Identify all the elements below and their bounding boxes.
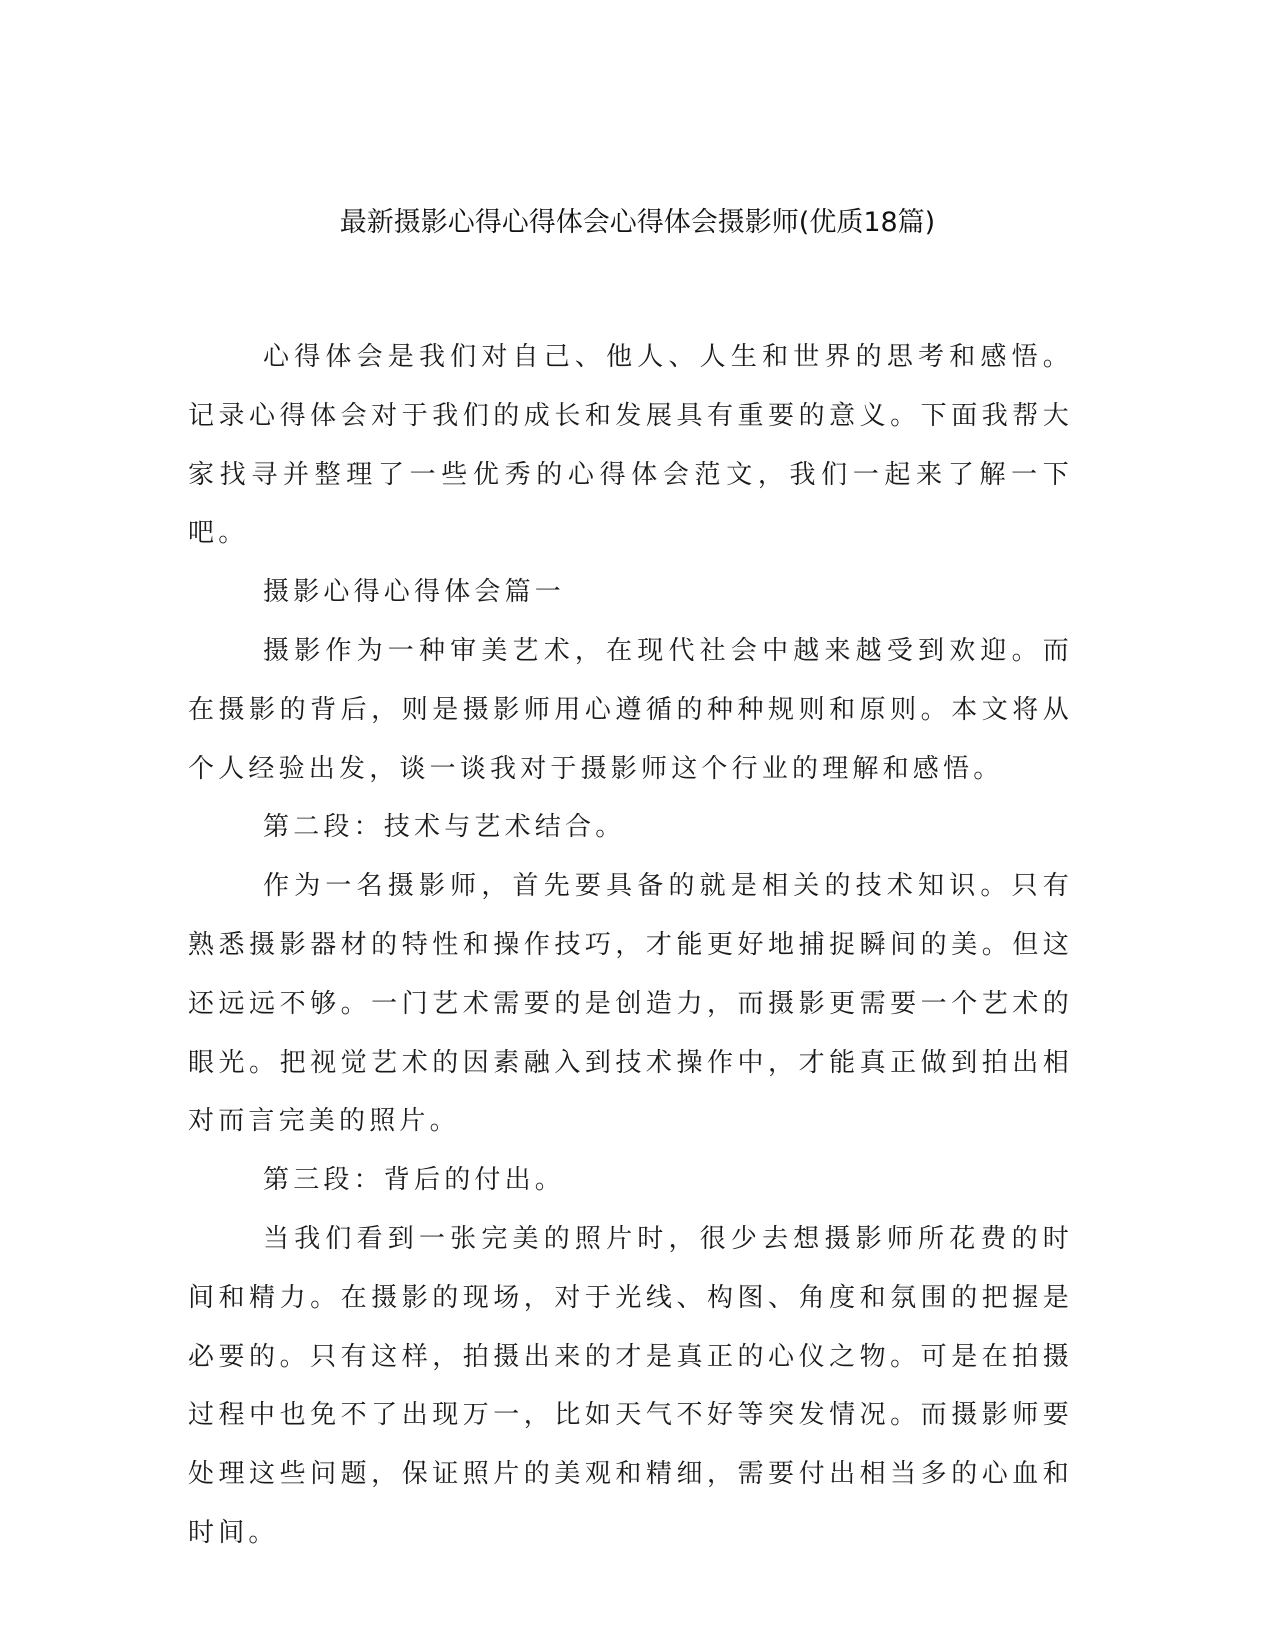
document-title: 最新摄影心得心得体会心得体会摄影师(优质18篇) xyxy=(339,207,936,238)
section-heading-part-one: 摄影心得心得体会篇一 xyxy=(263,577,566,608)
document-body xyxy=(188,328,1073,1563)
section-heading-third: 第三段：背后的付出。 xyxy=(263,1165,566,1196)
paragraph-third: 当我们看到一张完美的照片时，很少去想摄影师所花费的时间和精力。在摄影的现场，对于光线、构图、角度和氛围的把握是必要的。只有这样，拍摄出来的才是真正的心仪之物。可是在拍摄过程中也免不了出现万一，比如天气不好等突发情况。而摄影师要处理这些问题，保证照片的美观和精细，需要付出相当多的心血和时间。 xyxy=(188,1223,1073,1548)
section-heading-second: 第二段：技术与艺术结合。 xyxy=(263,812,626,843)
paragraph-intro: 心得体会是我们对自己、他人、人生和世界的思考和感悟。记录心得体会对于我们的成长和发展具有重要的意义。下面我帮大家找寻并整理了一些优秀的心得体会范文，我们一起来了解一下吧。 xyxy=(188,342,1073,549)
paragraph-part-one: 摄影作为一种审美艺术，在现代社会中越来越受到欢迎。而在摄影的背后，则是摄影师用心遵循的种种规则和原则。本文将从个人经验出发，谈一谈我对于摄影师这个行业的理解和感悟。 xyxy=(188,635,1073,784)
paragraph-second: 作为一名摄影师，首先要具备的就是相关的技术知识。只有熟悉摄影器材的特性和操作技巧，才能更好地捕捉瞬间的美。但这还远远不够。一门艺术需要的是创造力，而摄影更需要一个艺术的眼光。把视觉艺术的因素融入到技术操作中，才能真正做到拍出相对而言完美的照片。 xyxy=(188,871,1073,1137)
